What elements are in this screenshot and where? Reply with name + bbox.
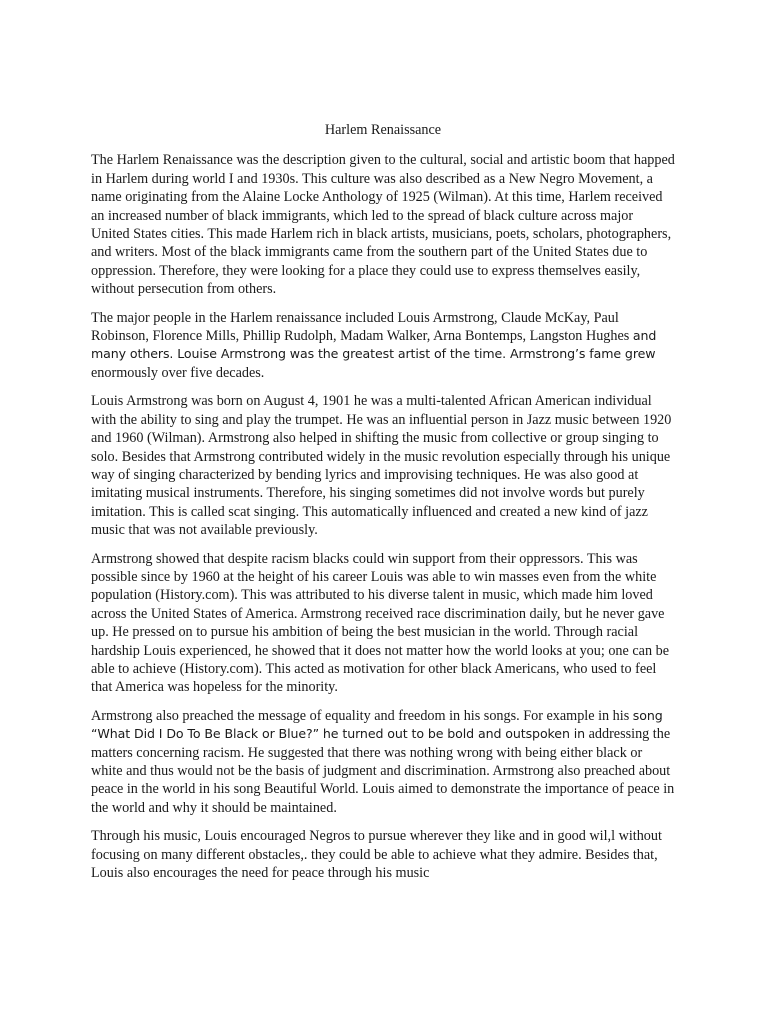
paragraph-5-text-a: Armstrong also preached the message of equality and freedom in his songs. For example in his: [91, 707, 633, 724]
paragraph-6: Through his music, Louis encouraged Negros to pursue wherever they like and in good wil,l without focusing on many different obstacles,. they could be able to achieve what they admire. Besides that, Louis also encourages the need for peace through his music: [91, 828, 662, 882]
paragraph-5-text-b: song “What Did I Do To Be Black or Blue?” he turned out to be bold and outspoken in: [91, 707, 663, 742]
paragraph-2: [91, 309, 675, 383]
paragraph-2-text-c: enormously over five decades.: [91, 364, 265, 381]
document-body: [91, 121, 675, 892]
paragraph-1: The Harlem Renaissance was the description given to the cultural, social and artistic boom that happed in Harlem during world I and 1930s. This culture was also described as a New Negro Movement, a name originating from the Alaine Locke Anthology of 1925 (Wilman). At this time, Harlem received an increased number of black immigrants, which led to the spread of black culture across major United States cities. This made Harlem rich in black artists, musicians, poets, scholars, photographers, and writers. Most of the black immigrants came from the southern part of the United States due to oppression. Therefore, they were looking for a place they could use to express themselves easily, without persecution from others.: [91, 152, 675, 298]
paragraph-5-text-c: addressing the matters concerning racism. He suggested that there was nothing wrong with being either black or white and thus would not be the basis of judgment and discrimination. Armstrong also preached about peace in the world in his song Beautiful World. Louis aimed to demonstrate the importance of peace in the world and why it should be maintained.: [91, 726, 675, 816]
document-title: Harlem Renaissance: [324, 122, 442, 138]
paragraph-4: Armstrong showed that despite racism blacks could win support from their oppressors. This was possible since by 1960 at the height of his career Louis was able to win masses even from the white population (History.com). This was attributed to his diverse talent in music, which made him loved across the United States of America. Armstrong received race discrimination daily, but he never gave up. He pressed on to pursue his ambition of being the best musician in the world. Through racial hardship Louis experienced, he showed that it does not matter how the world looks at you; one can be able to achieve (History.com). This acted as motivation for other black Americans, who used to feel that America was hopeless for the minority.: [91, 550, 669, 696]
paragraph-5: [91, 707, 675, 817]
paragraph-2-text-a: The major people in the Harlem renaissance included Louis Armstrong, Claude McKay, Paul Robinson, Florence Mills, Phillip Rudolph, Madam Walker, Arna Bontemps, Langston Hughes: [91, 309, 633, 345]
paragraph-2-text-b: and many others. Louise Armstrong was the greatest artist of the time. Armstrong’s fame grew: [91, 328, 657, 362]
paragraph-3: Louis Armstrong was born on August 4, 1901 he was a multi-talented African American individual with the ability to sing and play the trumpet. He was an influential person in Jazz music between 1920 and 1960 (Wilman). Armstrong also helped in shifting the music from collective or group singing to solo. Besides that Armstrong contributed widely in the music revolution especially through his unique way of singing characterized by bending lyrics and improvising techniques. He was also good at imitating musical instruments. Therefore, his singing sometimes did not involve words but purely imitation. This is called scat singing. This automatically influenced and created a new kind of jazz music that was not available previously.: [91, 393, 672, 539]
